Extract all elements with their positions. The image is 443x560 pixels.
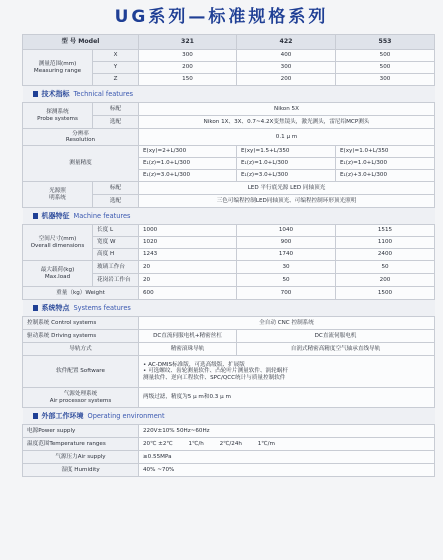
section-machine-heading	[23, 208, 435, 225]
air-processor-value: 两级过滤，精度为5 μ m和0.3 μ m	[139, 388, 435, 408]
control-label: 控制系统 Control systems	[23, 317, 139, 330]
max-load-en: Max.load	[44, 273, 71, 280]
cell-value: 1243	[139, 249, 237, 261]
resolution-label	[23, 129, 139, 146]
cell-value: 500	[336, 50, 435, 62]
temperature-value	[139, 438, 435, 451]
cell-value: 150	[139, 74, 237, 86]
section-environment-heading	[23, 408, 435, 425]
section-title-cn: 技术指标	[41, 88, 70, 98]
power-value: 220V±10% 50Hz~60Hz	[139, 425, 435, 438]
probe-label-en: Probe systems	[37, 115, 78, 122]
section-technical-heading	[23, 86, 435, 103]
section-title-en: Technical features	[73, 89, 134, 98]
humidity-value: 40% ~70%	[139, 464, 435, 477]
opt-label: 选配	[93, 195, 139, 208]
cell-value: 1000	[139, 225, 237, 237]
power-label: 电源Power supply	[23, 425, 139, 438]
measuring-range-label	[23, 50, 93, 86]
control-value: 全自动 CNC 控制系统	[139, 317, 435, 330]
model-422: 422	[237, 35, 336, 50]
cell-value: 50	[237, 274, 336, 287]
max-load-label	[23, 261, 93, 287]
humidity-label: 湿度 Humidity	[23, 464, 139, 477]
accuracy-cell: E₁(z)=1.0+L/300	[139, 158, 237, 170]
cell-value: 700	[237, 287, 336, 300]
spec-table	[22, 34, 435, 477]
granite-table-label: 花岗岩工作台	[93, 274, 139, 287]
cell-value: 20	[139, 261, 237, 274]
guide-value-321: 精密滚珠导轨	[139, 343, 237, 356]
section-systems-heading	[23, 300, 435, 317]
axis-y: Y	[93, 62, 139, 74]
light-opt-value: 三色可编程控制LED同轴顶光、可编程控制环形顶光照明	[139, 195, 435, 208]
probe-std-value: Nikon 5X	[139, 103, 435, 116]
cell-value: 20	[139, 274, 237, 287]
section-machine	[23, 208, 435, 225]
driving-value-321: DC直流伺服电机+精密丝杠	[139, 330, 237, 343]
model-row	[23, 35, 435, 50]
measuring-range-cn: 测量范围(mm)	[38, 61, 77, 68]
light-label-line2: 明系统	[49, 194, 66, 201]
cell-value: 200	[336, 274, 435, 287]
software-label: 软件配置 Software	[23, 356, 139, 388]
light-std-value: LED 平行底光源 LED 同轴顶光	[139, 182, 435, 195]
section-environment	[23, 408, 435, 425]
section-marker-icon	[33, 413, 38, 419]
cell-value: 300	[237, 62, 336, 74]
software-value	[139, 356, 435, 388]
model-321: 321	[139, 35, 237, 50]
accuracy-cell: E(xy)=1.5+L/350	[237, 146, 336, 158]
cell-value: 200	[139, 62, 237, 74]
accuracy-cell: E₁(z)=1.0+L/300	[336, 158, 435, 170]
light-label-line1: 光源照	[49, 188, 66, 195]
cell-value: 1100	[336, 237, 435, 249]
cell-value: 1040	[237, 225, 336, 237]
dimensions-label	[23, 225, 93, 261]
dim-width-label: 宽度 W	[93, 237, 139, 249]
model-label: 型 号 Model	[23, 35, 139, 50]
guide-value-other: 自润式精密高精度空气轴承直线导轨	[237, 343, 435, 356]
weight-label: 重量（kg）Weight	[23, 287, 139, 300]
section-marker-icon	[33, 305, 38, 311]
section-title-cn: 外部工作环境	[41, 410, 84, 420]
section-technical	[23, 86, 435, 103]
glass-table-label: 玻璃工作台	[93, 261, 139, 274]
driving-value-other: DC直流伺服电机	[237, 330, 435, 343]
cell-value: 2400	[336, 249, 435, 261]
cell-value: 1500	[336, 287, 435, 300]
cell-value: 1740	[237, 249, 336, 261]
accuracy-cell: E(xy)=1.0+L/350	[336, 146, 435, 158]
accuracy-cell: E₁(z)+3.0+L/300	[336, 170, 435, 182]
axis-x: X	[93, 50, 139, 62]
probe-label-cn: 探测系统	[46, 109, 69, 116]
temp-range: 20℃ ±2℃	[143, 440, 173, 447]
section-marker-icon	[33, 213, 38, 219]
temp-daily: 2℃/24h	[219, 440, 242, 447]
cell-value: 300	[139, 50, 237, 62]
cell-value: 30	[237, 261, 336, 274]
resolution-en: Resolution	[65, 137, 96, 143]
air-processor-en: Air processor systems	[49, 397, 112, 404]
air-supply-label: 气源压力Air supply	[23, 451, 139, 464]
section-marker-icon	[33, 91, 38, 97]
dim-height-label: 高度 H	[93, 249, 139, 261]
cell-value: 900	[237, 237, 336, 249]
accuracy-cell: E₁(z)=3.0+L/300	[139, 170, 237, 182]
cell-value: 50	[336, 261, 435, 274]
cell-value: 300	[336, 74, 435, 86]
light-system-label	[23, 182, 93, 208]
opt-label: 选配	[93, 116, 139, 129]
dim-length-label: 长度 L	[93, 225, 139, 237]
resolution-cn: 分辨率	[72, 130, 89, 137]
driving-label: 驱动系统 Driving systems	[23, 330, 139, 343]
std-label: 标配	[93, 182, 139, 195]
software-line: • 可选螺纹、齿轮测量软件、凸轮叶片测量软件、涡轮蜗杆	[143, 368, 288, 375]
software-line: 测量软件、逆向工程软件、SPC/QCC统计与质量控制软件	[143, 374, 286, 381]
model-553: 553	[336, 35, 435, 50]
probe-label	[23, 103, 93, 129]
cell-value: 1020	[139, 237, 237, 249]
temp-gradient: 1℃/m	[257, 440, 275, 447]
dimensions-cn: 空间尺寸(mm)	[38, 236, 77, 243]
page-title: UG系列—标准规格系列	[114, 7, 329, 27]
accuracy-cell: E(xy)=2+L/300	[139, 146, 237, 158]
axis-z: Z	[93, 74, 139, 86]
section-title-cn: 机器特征	[41, 210, 70, 220]
cell-value: 400	[237, 50, 336, 62]
section-title-en: Machine features	[73, 211, 131, 220]
air-processor-label	[23, 388, 139, 408]
section-title-cn: 系统特点	[41, 302, 70, 312]
measuring-range-en: Measuring range	[33, 67, 82, 74]
air-processor-cn: 气源处理系统	[63, 391, 98, 398]
probe-opt-value: Nikon 1X、3X、0.7~4.2X变焦镜头，激光测头，雷尼绍MCP测头	[139, 116, 435, 129]
resolution-value: 0.1 μ m	[139, 129, 435, 146]
cell-value: 600	[139, 287, 237, 300]
section-title-en: Operating environment	[87, 411, 165, 420]
guide-label: 导轨方式	[23, 343, 139, 356]
accuracy-label: 测量精度	[23, 146, 139, 182]
section-systems	[23, 300, 435, 317]
std-label: 标配	[93, 103, 139, 116]
software-line: • AC-DMIS标准版，可选高级版、扩展版	[143, 361, 245, 368]
dimensions-en: Overall dimensions	[30, 242, 85, 249]
cell-value: 1515	[336, 225, 435, 237]
accuracy-cell: E₁(z)=1.0+L/300	[237, 158, 336, 170]
section-title-en: Systems features	[73, 303, 131, 312]
cell-value: 500	[336, 62, 435, 74]
cell-value: 200	[237, 74, 336, 86]
accuracy-cell: E₁(z)=3.0+L/300	[237, 170, 336, 182]
temp-hourly: 1℃/h	[188, 440, 204, 447]
air-supply-value: ≥0.55MPa	[139, 451, 435, 464]
max-load-cn: 最大载荷(kg)	[40, 267, 75, 274]
temperature-label: 温度范围Temperature ranges	[23, 438, 139, 451]
